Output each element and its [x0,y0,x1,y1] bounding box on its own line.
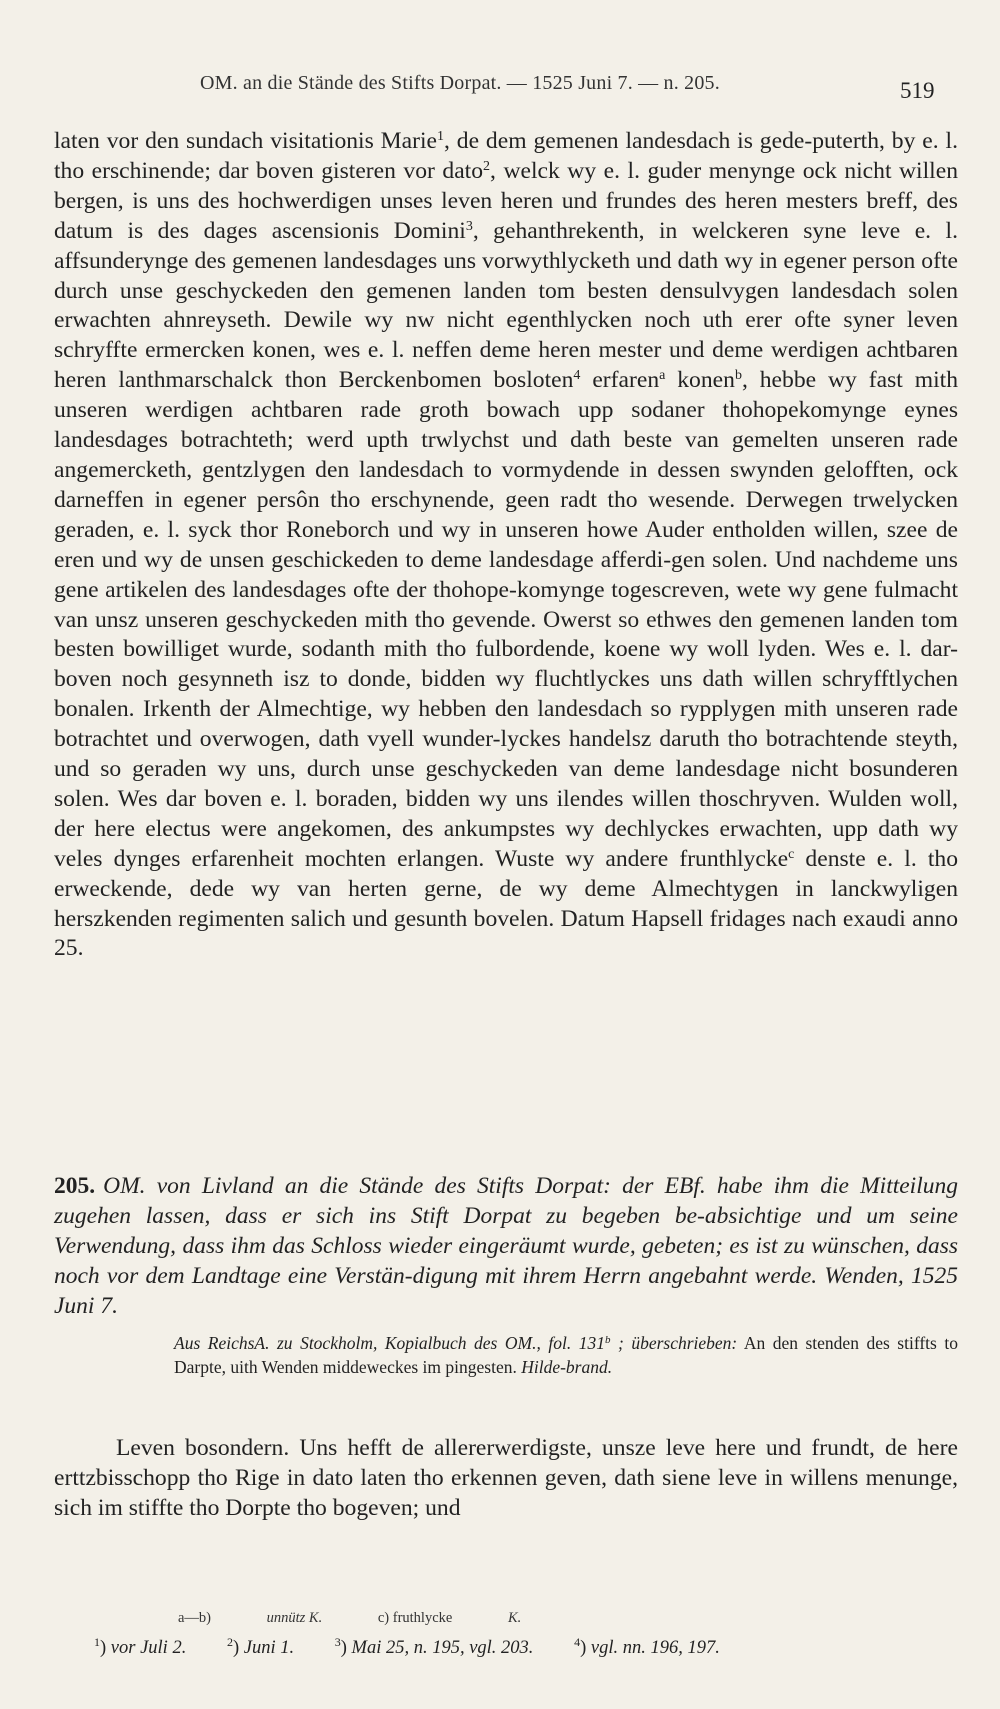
text-run: konen [665,367,735,394]
text-run: laten vor den sundach visitationis Marie [54,128,437,154]
document-summary: OM. von Livland an die Stände des Stifts Dorpat: der EBf. habe ihm die Mitteilung zugehen lassen, dass er sich ins Stift Dorpat zu begeben be-absichtige und um seine Verwendung, dass ihm das Schloss wieder eingeräumt wurde, gebeten; es ist zu wünschen, dass noch vor dem Landtage eine Verstän-digung mit ihrem Herrn angebahnt werde. Wenden, 1525 Juni 7. [54,1173,958,1319]
document-205-heading [54,1171,958,1321]
variant-note-ab: a—b) unnütz K. [178,1610,323,1626]
variant-ref: a [659,368,666,384]
letter-text [54,1433,958,1523]
footnote-ref: 2 [483,158,491,174]
footnote-ref: 3 [465,218,473,234]
footnotes [94,1635,954,1659]
footnote: $^2$) Juni 1. [226,1635,295,1658]
source-note [174,1332,958,1379]
text-run: , gehanthrekenth, in welckeren syne leve e. l. affsunderynge des gemenen landesdages uns vorwythlycketh und dath wy in egener person ofte durch unse geschyckeden den gemenen landen tom besten densulvygen landesdach solen erwachten ahnreyseth. Dewile wy nw nicht egenthlycken noch uth erer ofte syner leven schryffte ermercken konen, wes e. l. neffen deme heren mester und deme werdigen achtbaren heren lanthmarschalck thon Berckenbomen bosloten [54,217,959,394]
variant-notes [178,1610,678,1627]
footnote-ref: 4 [573,368,581,384]
variant-note-c: c) fruthlycke K. [377,1610,522,1626]
running-head: OM. an die Stände des Stifts Dorpat. — 1525 Juni 7. — n. 205. [200,72,720,94]
footnote-ref: 1 [437,129,444,144]
source-editor: Hilde-brand. [521,1356,613,1377]
document-number: 205. [54,1173,96,1199]
source-archive: Aus ReichsA. zu Stockholm, Kopialbuch des OM., fol. 131$^b$ ; überschrieben: [174,1333,738,1353]
text-run: denste e. l. tho erweckende, dede wy van herten gerne, de wy deme Almechtygen in lanckwyligen herszkenden regimenten salich und gesunth bovelen. Datum Hapsell fridages nach exaudi anno 25. [54,845,959,962]
footnote: $^1$) vor Juli 2. [94,1635,187,1658]
page-number: 519 [900,78,935,103]
letter-body: Leven bosondern. Uns hefft de allererwerdigste, unsze leve here und frundt, de here erttzbisschopp tho Rige in dato laten tho erkennen geven, dath siene leve in willens menunge, sich im stiffte tho Dorpte tho bogeven; und [54,1435,958,1521]
variant-ref: c [788,846,795,862]
source-title: An den stenden des stiffts to Darpte, uith Wenden middeweckes im pingesten. [174,1333,958,1377]
text-run: erfaren [580,367,660,394]
document-204-continuation [54,127,958,964]
footnote: $^3$) Mai 25, n. 195, vgl. 203. [334,1635,534,1658]
footnote: $^4$) vgl. nn. 196, 197. [574,1635,720,1658]
variant-ref: b [734,368,742,384]
text-run: , de dem gemenen landesdach is gede-puterth, by e. l. tho erschinende; dar boven gisteren vor dato [54,128,958,184]
text-run: , hebbe wy fast mith unseren werdigen achtbaren rade groth bowach upp sodaner thohopekomynge eynes landesdages botrachteth; werd upth trwlychst und dath beste van gemelten unseren rade angemercketh, gentzlygen den landesdach to vormydende in dessen swynden gelofften, ock darneffen in egener persôn tho erschynende, geen radt tho wesende. Derwegen trwelycken geraden, e. l. syck thor Roneborch und wy in unseren howe Auder entholden willen, szee de eren und wy de unsen geschickeden to deme landesdage afferdi-gen solen. Und nachdeme uns gene artikelen des landesdages ofte der thohope-komynge togescreven, wete wy gene fulmacht van unsz unseren geschyckeden mith tho gevende. Owerst so ethwes den gemenen landen tom besten bowilliget wurde, sodanth mith tho fulbordende, koene wy woll lyden. Wes e. l. dar-boven noch gesynneth isz to donde, bidden wy fluchtlyckes uns dath willen schryfftlychen bonalen. Irkenth der Almechtige, wy hebben den landesdach so rypplygen mith unseren rade botrachtet und overwogen, dath vyell wunder-lyckes handelsz daruth tho botrachtende steyth, und so geraden wy uns, durch unse geschyckeden van deme landesdage nicht bosunderen solen. Wes dar boven e. l. boraden, bidden wy uns ilendes willen thoschryven. Wulden woll, der here electus were angekomen, des ankumpstes wy dechlyckes erwachten, upp dath wy veles dynges erfarenheit mochten erlangen. Wuste wy andere frunthlycke [54,367,959,872]
text-run: , welck wy e. l. guder menynge ock nicht willen bergen, is uns des hochwerdigen unses leven heren und frundes des heren mesters breff, des datum is des dages ascensionis Domini [54,157,958,244]
